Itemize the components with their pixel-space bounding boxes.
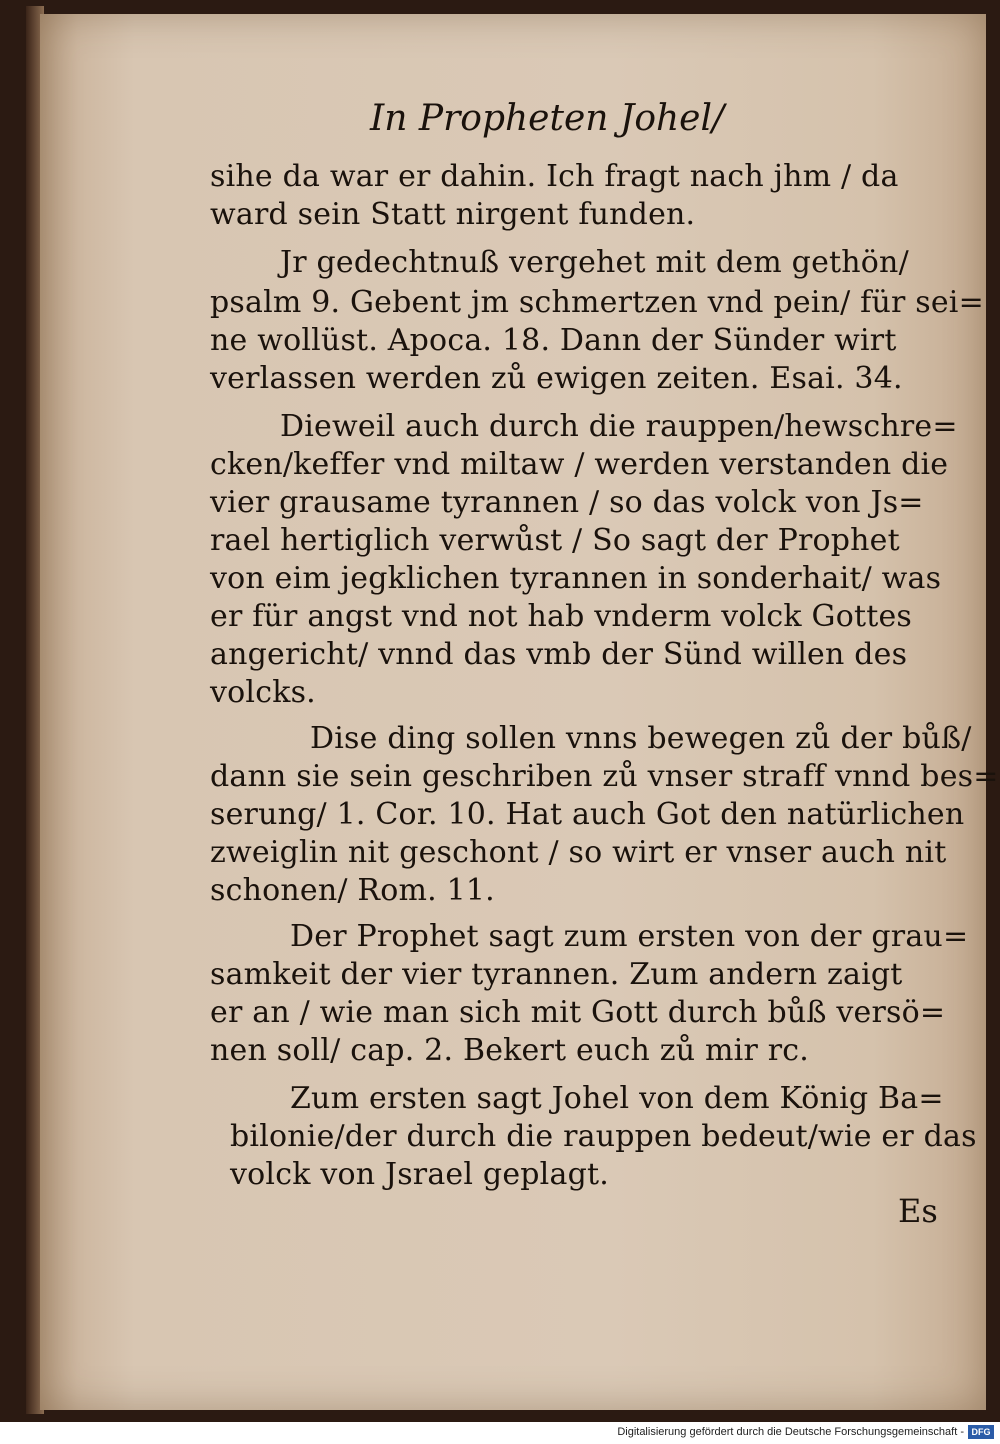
text-line: er an / wie man sich mit Gott durch bůß versö= [210, 995, 946, 1030]
text-line: ward sein Statt nirgent funden. [210, 197, 696, 232]
text-line: ne wollüst. Apoca. 18. Dann der Sünder wirt [210, 323, 897, 358]
text-line: volck von Jsrael geplagt. [230, 1157, 609, 1192]
text-line: Der Prophet sagt zum ersten von der grau= [290, 919, 969, 954]
text-line: serung/ 1. Cor. 10. Hat auch Got den natürlichen [210, 797, 965, 832]
text-line: volcks. [210, 675, 316, 710]
text-line: psalm 9. Gebent jm schmertzen vnd pein/ für sei= [210, 285, 984, 320]
text-line: vier grausame tyrannen / so das volck von Js= [210, 485, 924, 520]
text-line: Jr gedechtnuß vergehet mit dem gethön/ [280, 245, 909, 280]
text-line: cken/keffer vnd miltaw / werden verstanden die [210, 447, 949, 482]
text-line: verlassen werden zů ewigen zeiten. Esai. 34. [210, 361, 903, 396]
text-line: dann sie sein geschriben zů vnser straff vnnd bes= [210, 759, 999, 794]
text-line: samkeit der vier tyrannen. Zum andern zaigt [210, 957, 903, 992]
text-line: von eim jegklichen tyrannen in sonderhait/ was [210, 561, 942, 596]
text-line: angericht/ vnnd das vmb der Sünd willen des [210, 637, 908, 672]
catchword: Es [898, 1192, 938, 1230]
text-line: Dise ding sollen vnns bewegen zů der bůß/ [310, 721, 972, 756]
text-line: nen soll/ cap. 2. Bekert euch zů mir rc. [210, 1033, 810, 1068]
text-line: bilonie/der durch die rauppen bedeut/wie er das [230, 1119, 977, 1154]
text-line: Zum ersten sagt Johel von dem König Ba= [290, 1081, 944, 1116]
text-line: zweiglin nit geschont / so wirt er vnser auch nit [210, 835, 947, 870]
text-line: er für angst vnd not hab vnderm volck Gottes [210, 599, 913, 634]
dfg-logo-icon: DFG [968, 1425, 994, 1439]
text-line: Dieweil auch durch die rauppen/hewschre= [280, 409, 958, 444]
running-head: In Propheten Johel/ [370, 98, 725, 139]
text-line: sihe da war er dahin. Ich fragt nach jhm / da [210, 159, 899, 194]
text-line: schonen/ Rom. 11. [210, 873, 495, 908]
text-line: rael hertiglich verwůst / So sagt der Prophet [210, 523, 900, 558]
footer-credit: Digitalisierung gefördert durch die Deutsche Forschungsgemeinschaft - [617, 1426, 964, 1438]
